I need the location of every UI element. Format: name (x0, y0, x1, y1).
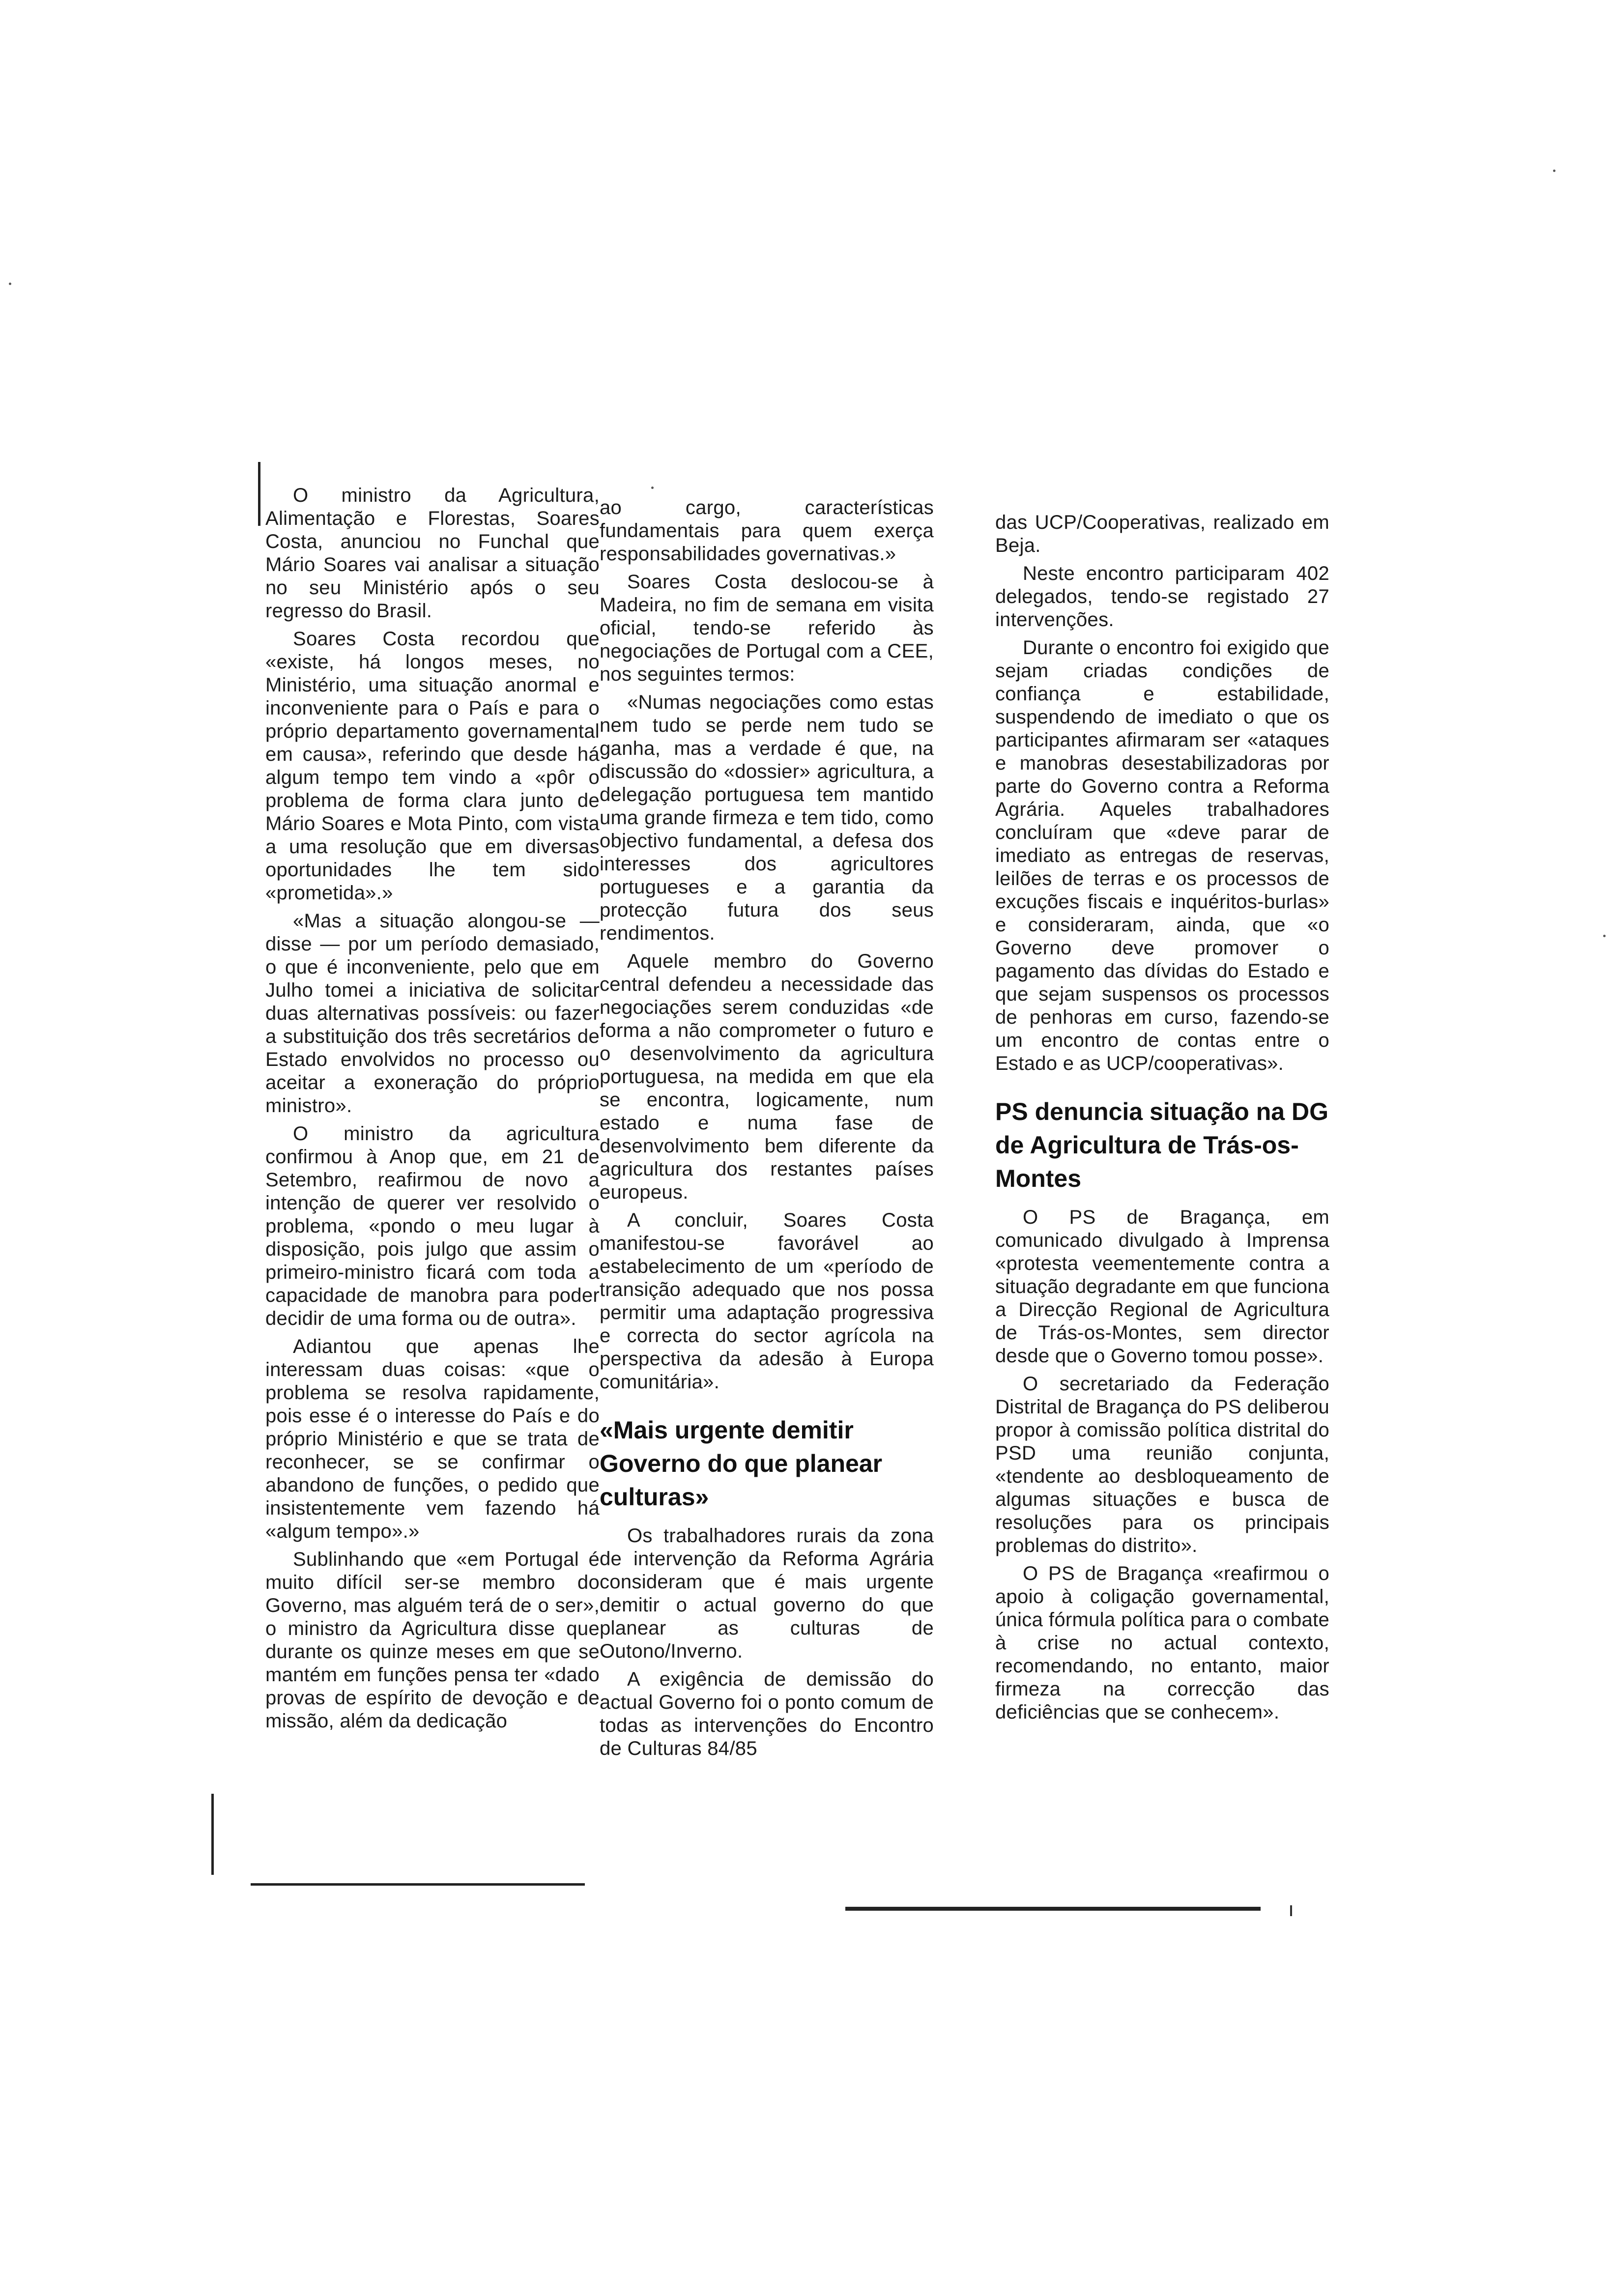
paragraph: «Numas negociações como estas nem tudo se perde nem tudo se ganha, mas a verdade é que, na discussão do «dossier» agricultura, a delegação portuguesa tem mantido uma grande firmeza e tem tido, como objectivo fundamental, a defesa dos interesses dos agricultores portugueses e a garantia da protecção futura dos seus rendimentos. (600, 691, 934, 944)
article-column-2 (600, 496, 934, 1765)
paragraph: Os trabalhadores rurais da zona de intervenção da Reforma Agrária consideram que é mais urgente demitir o actual governo do que planear as culturas de Outono/Inverno. (600, 1525, 934, 1662)
paragraph: O secretariado da Federação Distrital de Bragança do PS deliberou propor à comissão política distrital do PSD uma reunião conjunta, «tendente ao desbloqueamento de algumas situações e busca de resoluções para os principais problemas do distrito». (995, 1373, 1329, 1556)
paragraph: A exigência de demissão do actual Governo foi o ponto comum de todas as intervenções do Encontro de Culturas 84/85 (600, 1668, 934, 1759)
headline-mais-urgente: «Mais urgente demitir Governo do que planear culturas» (600, 1416, 883, 1511)
scan-speck-1 (1553, 170, 1555, 172)
headline-ps-denuncia: PS denuncia situação na DG de Agricultura de Trás-os-Montes (995, 1098, 1328, 1192)
article-column-3 (995, 511, 1329, 1729)
scan-speck-3 (1603, 935, 1606, 937)
paragraph: Adiantou que apenas lhe interessam duas coisas: «que o problema se resolva rapidamente, pois esse é o interesse do País e do próprio Ministério e que se trata de reconhecer, se se confirmar o abandono de funções, o pedido que insistentemente vem fazendo há «algum tempo».» (265, 1336, 600, 1542)
paragraph: Durante o encontro foi exigido que sejam criadas condições de confiança e estabilidade, suspendendo de imediato o que os participantes afirmaram ser «ataques e manobras desestabilizadoras por parte do Governo contra a Reforma Agrária. Aqueles trabalhadores concluíram que «deve parar de imediato as entregas de reservas, leilões de terras e os processos de excuções fiscais e inquéritos-burlas» e consideraram, ainda, que «o Governo deve promover o pagamento das dívidas do Estado e que sejam suspensos os processos de penhoras em curso, fazendo-se um encontro de contas entre o Estado e as UCP/cooperativas». (995, 637, 1329, 1074)
scan-speck-2 (9, 283, 11, 285)
scan-speck-4 (651, 487, 654, 489)
left-margin-bar-bottom (211, 1794, 214, 1875)
paragraph: Sublinhando que «em Portugal é muito difícil ser-se membro do Governo, mas alguém terá de o ser», o ministro da Agricultura disse que durante os quinze meses em que se mantém em funções pensa ter «dado provas de espírito de devoção e de missão, além da dedicação (265, 1549, 600, 1732)
left-margin-bar-top (258, 462, 260, 526)
paragraph: O PS de Bragança, em comunicado divulgado à Imprensa «protesta veementemente contra a situação degradante em que funciona a Direcção Regional de Agricultura de Trás-os-Montes, sem director desde que o Governo tomou posse». (995, 1206, 1329, 1367)
paragraph: O PS de Bragança «reafirmou o apoio à coligação governamental, única fórmula política para o combate à crise no actual contexto, recomendando, no entanto, maior firmeza na correcção das deficiências que se conhecem». (995, 1563, 1329, 1723)
paragraph: ao cargo, características fundamentais para quem exerça responsabilidades governativas.» (600, 497, 934, 565)
paragraph: Soares Costa deslocou-se à Madeira, no fim de semana em visita oficial, tendo-se referido às negociações de Portugal com a CEE, nos seguintes termos: (600, 571, 934, 685)
paragraph: A concluir, Soares Costa manifestou-se favorável ao estabelecimento de um «período de transição adequado que nos possa permitir uma adaptação progressiva e correcta do sector agrícola na perspectiva da adesão à Europa comunitária». (600, 1209, 934, 1393)
paragraph: Aquele membro do Governo central defendeu a necessidade das negociações serem conduzidas «de forma a não comprometer o futuro e o desenvolvimento da agricultura portuguesa, na medida em que ela se encontra, logicamente, num estado e numa fase de desenvolvimento bem diferente da agricultura dos restantes países europeus. (600, 950, 934, 1203)
paragraph: Soares Costa recordou que «existe, há longos meses, no Ministério, uma situação anormal e inconveniente para o País e para o próprio departamento governamental em causa», referindo que desde há algum tempo tem vindo a «pôr o problema de forma clara junto de Mário Soares e Mota Pinto, com vista a uma resolução que em diversas oportunidades lhe tem sido «prometida».» (265, 628, 600, 904)
paragraph: «Mas a situação alongou-se — disse — por um período demasiado, o que é inconveniente, pelo que em Julho tomei a iniciativa de solicitar duas alternativas possíveis: ou fazer a substituição dos três secretários de Estado envolvidos no processo ou aceitar a exoneração do próprio ministro». (265, 910, 600, 1117)
paragraph: Neste encontro participaram 402 delegados, tendo-se registado 27 intervenções. (995, 563, 1329, 631)
paragraph: O ministro da agricultura confirmou à Anop que, em 21 de Setembro, reafirmou de novo a intenção de querer ver resolvido o problema, «pondo o meu lugar à disposição, pois julgo que assim o primeiro-ministro ficará com toda a capacidade de manobra para poder decidir de uma forma ou de outra». (265, 1123, 600, 1329)
right-edge-mark (1290, 1905, 1292, 1916)
paragraph: O ministro da Agricultura, Alimentação e Florestas, Soares Costa, anunciou no Funchal que Mário Soares vai analisar a situação no seu Ministério após o seu regresso do Brasil. (265, 485, 600, 622)
bottom-rule-right (845, 1907, 1261, 1911)
paragraph: das UCP/Cooperativas, realizado em Beja. (995, 512, 1329, 556)
bottom-rule-left (251, 1883, 585, 1886)
article-column-1 (265, 484, 600, 1738)
